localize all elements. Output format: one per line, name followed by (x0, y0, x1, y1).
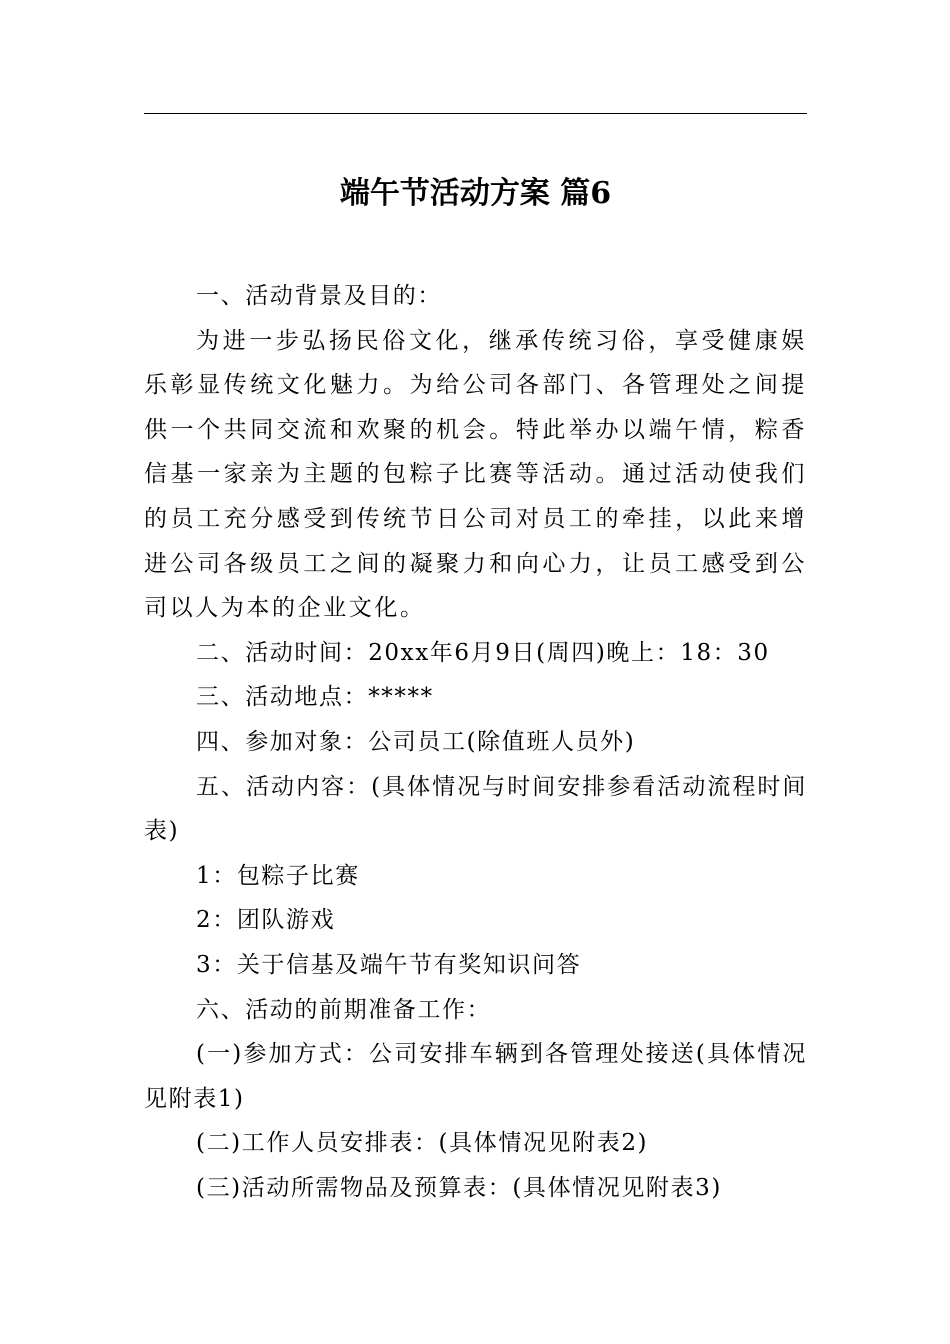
paragraph-activity-location: 三、活动地点：***** (196, 684, 434, 711)
paragraph-activity-time: 二、活动时间：20xx年6月9日(周四)晚上：18：30 (196, 639, 770, 666)
list-item-team-games: 2：团队游戏 (196, 907, 336, 934)
paragraph-participants: 四、参加对象：公司员工(除值班人员外) (196, 728, 636, 755)
paragraph-background-text: 为进一步弘扬民俗文化，继承传统习俗，享受健康娱乐彰显传统文化魅力。为给公司各部门、各管理处之间提供一个共同交流和欢聚的机会。特此举办以端午情，粽香信基一家亲为主题的包粽子比赛等活动。通过活动使我们的员工充分感受到传统节日公司对员工的牵挂，以此来增进公司各级员工之间的凝聚力和向心力，让员工感受到公司以人为本的企业文化。 (144, 327, 807, 622)
paragraph-supplies-budget: (三)活动所需物品及预算表：(具体情况见附表3) (196, 1174, 722, 1201)
document-body (144, 274, 807, 1210)
paragraph-activity-content: 五、活动内容：(具体情况与时间安排参看活动流程时间表) (144, 773, 807, 845)
paragraph-staff-schedule: (二)工作人员安排表：(具体情况见附表2) (196, 1130, 649, 1157)
list-item-quiz: 3：关于信基及端午节有奖知识问答 (196, 951, 582, 978)
paragraph-participation-method: (一)参加方式：公司安排车辆到各管理处接送(具体情况见附表1) (144, 1041, 807, 1112)
paragraph-background-heading: 一、活动背景及目的： (196, 283, 442, 309)
paragraph-preparation-heading: 六、活动的前期准备工作： (196, 996, 492, 1023)
list-item-zongzi-contest: 1：包粽子比赛 (196, 862, 360, 889)
document-title: 端午节活动方案 篇6 (339, 176, 612, 211)
header-rule (144, 113, 807, 114)
